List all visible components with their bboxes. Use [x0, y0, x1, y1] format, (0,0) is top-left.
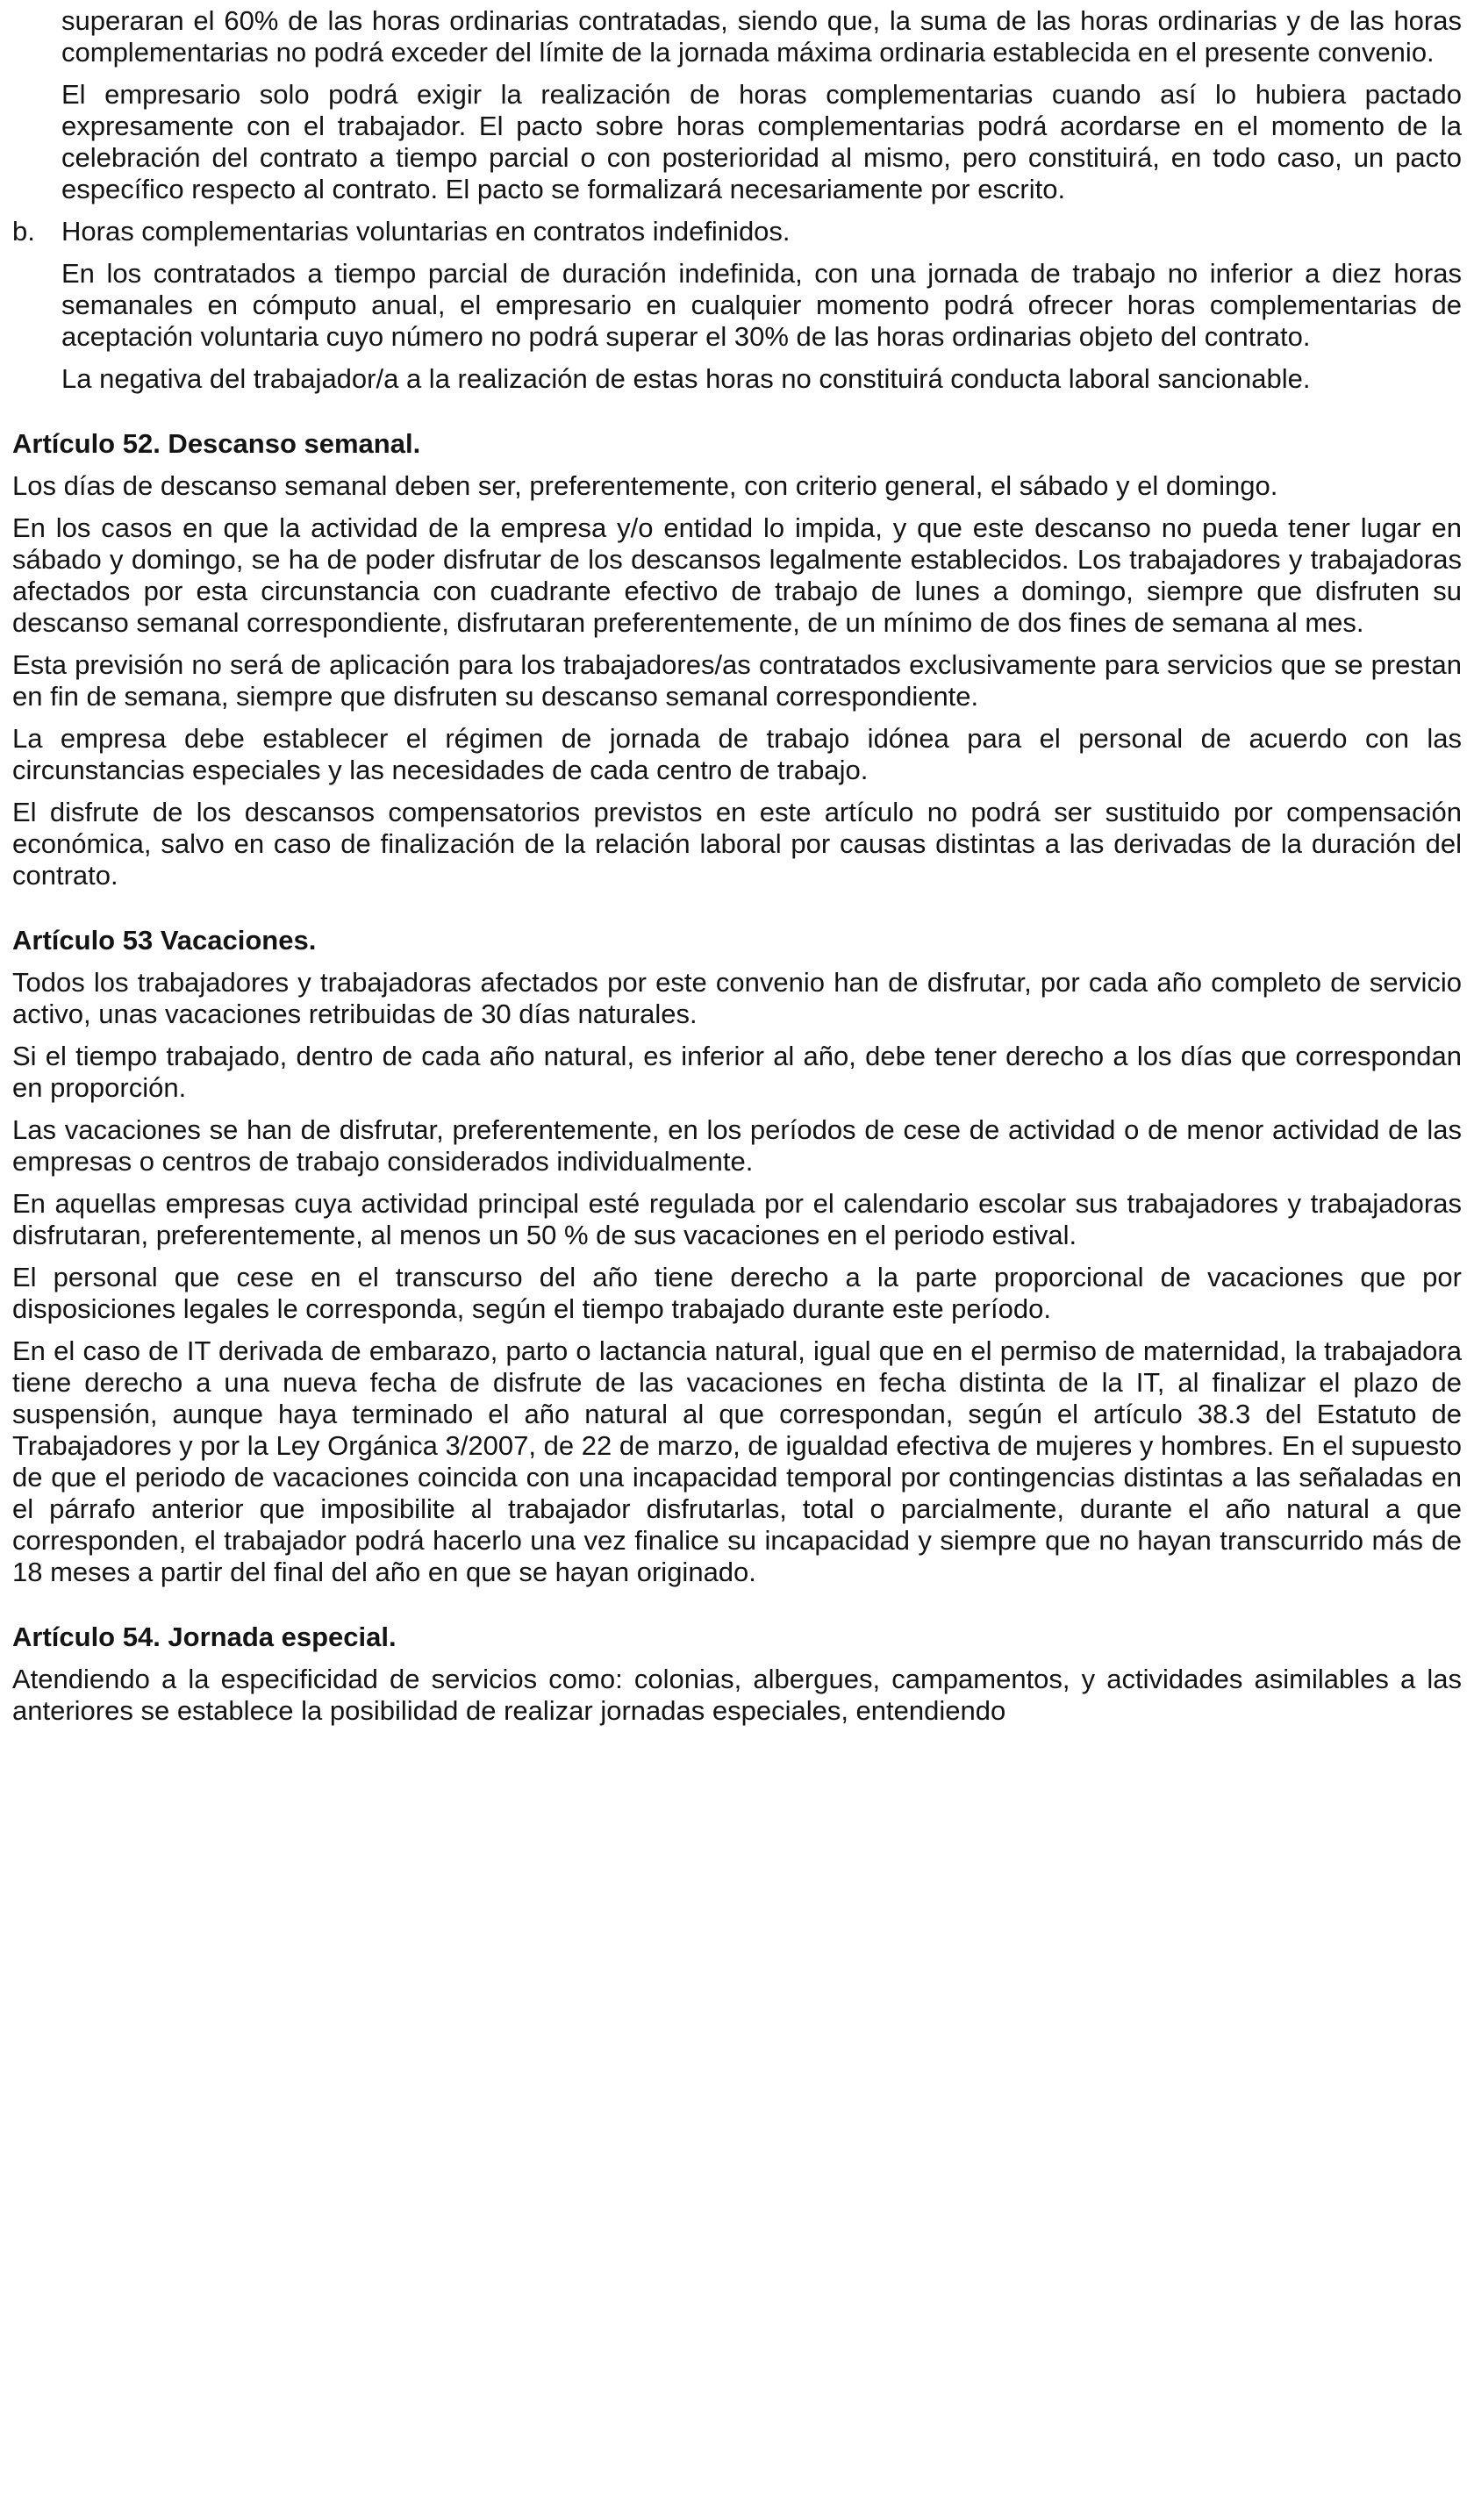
- paragraph: En el caso de IT derivada de embarazo, parto o lactancia natural, igual que en el permiso de maternidad, la trabajadora tiene derecho a una nueva fecha de disfrute de las vacaciones en fecha distinta de la IT, al finalizar el plazo de suspensión, aunque haya terminado el año natural al que correspondan, según el artículo 38.3 del Estatuto de Trabajadores y por la Ley Orgánica 3/2007, de 22 de marzo, de igualdad efectiva de mujeres y hombres. En el supuesto de que el periodo de vacaciones coincida con una incapacidad temporal por contingencias distintas a las señaladas en el párrafo anterior que imposibilite al trabajador disfrutarlas, total o parcialmente, durante el año natural a que corresponden, el trabajador podrá hacerlo una vez finalice su incapacidad y siempre que no hayan transcurrido más de 18 meses a partir del final del año en que se hayan originado.: [12, 1335, 1462, 1587]
- article-heading: Artículo 54. Jornada especial.: [12, 1622, 397, 1652]
- paragraph: Atendiendo a la especificidad de servicios como: colonias, albergues, campamentos, y actividades asimilables a las anteriores se establece la posibilidad de realizar jornadas especiales, entendiendo: [12, 1664, 1462, 1726]
- paragraph: Las vacaciones se han de disfrutar, preferentemente, en los períodos de cese de actividad o de menor actividad de las empresas o centros de trabajo considerados individualmente.: [12, 1114, 1462, 1177]
- paragraph: En aquellas empresas cuya actividad principal esté regulada por el calendario escolar sus trabajadores y trabajadoras disfrutaran, preferentemente, al menos un 50 % de sus vacaciones en el periodo estival.: [12, 1188, 1462, 1250]
- paragraph: superaran el 60% de las horas ordinarias contratadas, siendo que, la suma de las horas ordinarias y de las horas complementarias no podrá exceder del límite de la jornada máxima ordinaria establecida en el presente convenio.: [61, 5, 1462, 68]
- paragraph: Si el tiempo trabajado, dentro de cada año natural, es inferior al año, debe tener derecho a los días que correspondan en proporción.: [12, 1041, 1462, 1103]
- article-53: [12, 925, 1462, 1588]
- paragraph: La negativa del trabajador/a a la realización de estas horas no constituirá conducta laboral sancionable.: [61, 363, 1311, 394]
- paragraph: Esta previsión no será de aplicación para los trabajadores/as contratados exclusivamente para servicios que se prestan en fin de semana, siempre que disfruten su descanso semanal correspondiente.: [12, 649, 1462, 712]
- list-marker: b.: [12, 216, 35, 247]
- paragraph: El personal que cese en el transcurso del año tiene derecho a la parte proporcional de vacaciones que por disposiciones legales le corresponda, según el tiempo trabajado durante este período.: [12, 1262, 1462, 1324]
- article-heading: Artículo 53 Vacaciones.: [12, 925, 317, 956]
- paragraph: La empresa debe establecer el régimen de jornada de trabajo idónea para el personal de acuerdo con las circunstancias especiales y las necesidades de cada centro de trabajo.: [12, 723, 1462, 785]
- list-item-label: Horas complementarias voluntarias en contratos indefinidos.: [61, 216, 791, 247]
- paragraph: Todos los trabajadores y trabajadoras afectados por este convenio han de disfrutar, por cada año completo de servicio activo, unas vacaciones retribuidas de 30 días naturales.: [12, 967, 1462, 1029]
- paragraph: Los días de descanso semanal deben ser, preferentemente, con criterio general, el sábado y el domingo.: [12, 470, 1278, 501]
- article-51-continuation: [12, 5, 1462, 395]
- paragraph: En los casos en que la actividad de la empresa y/o entidad lo impida, y que este descanso no pueda tener lugar en sábado y domingo, se ha de poder disfrutar de los descansos legalmente establecidos. Los trabajadores y trabajadoras afectados por esta circunstancia con cuadrante efectivo de trabajo de lunes a domingo, siempre que disfruten su descanso semanal correspondiente, disfrutaran preferentemente, de un mínimo de dos fines de semana al mes.: [12, 512, 1462, 638]
- paragraph: En los contratados a tiempo parcial de duración indefinida, con una jornada de trabajo no inferior a diez horas semanales en cómputo anual, el empresario en cualquier momento podrá ofrecer horas complementarias de aceptación voluntaria cuyo número no podrá superar el 30% de las horas ordinarias objeto del contrato.: [61, 258, 1462, 352]
- paragraph: El disfrute de los descansos compensatorios previstos en este artículo no podrá ser sustituido por compensación económica, salvo en caso de finalización de la relación laboral por causas distintas a las derivadas de la duración del contrato.: [12, 797, 1462, 891]
- article-52: [12, 428, 1462, 891]
- article-heading: Artículo 52. Descanso semanal.: [12, 428, 421, 459]
- list-item-b: [12, 216, 1462, 247]
- article-54: [12, 1622, 1462, 1727]
- paragraph: El empresario solo podrá exigir la realización de horas complementarias cuando así lo hubiera pactado expresamente con el trabajador. El pacto sobre horas complementarias podrá acordarse en el momento de la celebración del contrato a tiempo parcial o con posterioridad al mismo, pero constituirá, en todo caso, un pacto específico respecto al contrato. El pacto se formalizará necesariamente por escrito.: [61, 79, 1462, 204]
